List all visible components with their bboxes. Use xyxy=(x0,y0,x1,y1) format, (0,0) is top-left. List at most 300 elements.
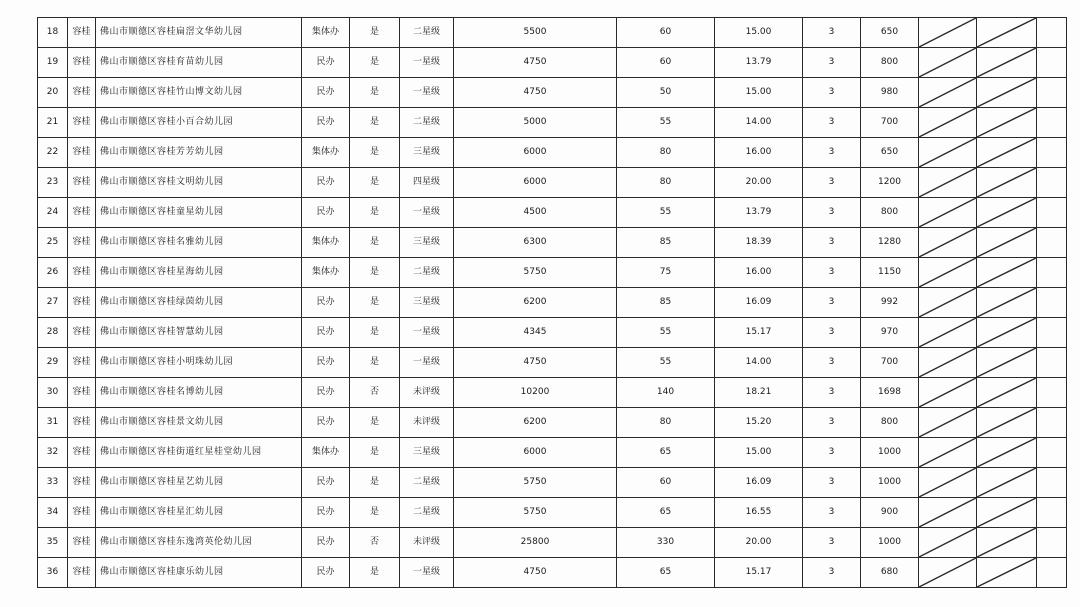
years-cell: 3 xyxy=(803,48,861,78)
star-level-cell: 三星级 xyxy=(400,288,454,318)
fee-cell: 4750 xyxy=(454,558,617,588)
yes-no-cell: 是 xyxy=(350,258,400,288)
yes-no-cell: 是 xyxy=(350,198,400,228)
years-cell: 3 xyxy=(803,78,861,108)
diagonal-strike xyxy=(919,468,976,497)
town-cell: 容桂 xyxy=(68,378,96,408)
amount-cell: 650 xyxy=(861,138,919,168)
struck-through-cell xyxy=(977,138,1037,168)
kindergarten-name-cell: 佛山市顺德区容桂名博幼儿园 xyxy=(96,378,302,408)
ownership-type-cell: 民办 xyxy=(302,318,350,348)
row-number-cell: 20 xyxy=(38,78,68,108)
ownership-type-cell: 集体办 xyxy=(302,258,350,288)
count-cell: 65 xyxy=(617,558,715,588)
struck-through-cell xyxy=(977,108,1037,138)
ownership-type-cell: 民办 xyxy=(302,558,350,588)
amount-cell: 1150 xyxy=(861,258,919,288)
struck-through-cell xyxy=(919,228,977,258)
struck-through-cell xyxy=(977,378,1037,408)
star-level-cell: 未评级 xyxy=(400,378,454,408)
yes-no-cell: 是 xyxy=(350,348,400,378)
ratio-cell: 15.17 xyxy=(715,558,803,588)
diagonal-strike xyxy=(977,558,1036,587)
town-cell: 容桂 xyxy=(68,498,96,528)
struck-through-cell xyxy=(977,198,1037,228)
ratio-cell: 16.00 xyxy=(715,138,803,168)
struck-through-cell xyxy=(977,408,1037,438)
struck-through-cell xyxy=(919,78,977,108)
kindergarten-name-cell: 佛山市顺德区容桂文明幼儿园 xyxy=(96,168,302,198)
town-cell: 容桂 xyxy=(68,438,96,468)
kindergarten-name-cell: 佛山市顺德区容桂绿茵幼儿园 xyxy=(96,288,302,318)
count-cell: 330 xyxy=(617,528,715,558)
count-cell: 50 xyxy=(617,78,715,108)
fee-cell: 6200 xyxy=(454,288,617,318)
table-row xyxy=(38,558,1067,588)
blank-cell xyxy=(1037,258,1067,288)
count-cell: 65 xyxy=(617,498,715,528)
years-cell: 3 xyxy=(803,228,861,258)
years-cell: 3 xyxy=(803,348,861,378)
row-number-cell: 24 xyxy=(38,198,68,228)
diagonal-strike xyxy=(919,228,976,257)
ratio-cell: 16.55 xyxy=(715,498,803,528)
kindergarten-name-cell: 佛山市顺德区容桂星汇幼儿园 xyxy=(96,498,302,528)
row-number-cell: 29 xyxy=(38,348,68,378)
years-cell: 3 xyxy=(803,528,861,558)
count-cell: 80 xyxy=(617,408,715,438)
blank-cell xyxy=(1037,48,1067,78)
years-cell: 3 xyxy=(803,138,861,168)
row-number-cell: 18 xyxy=(38,18,68,48)
ownership-type-cell: 民办 xyxy=(302,48,350,78)
struck-through-cell xyxy=(919,408,977,438)
star-level-cell: 二星级 xyxy=(400,108,454,138)
blank-cell xyxy=(1037,198,1067,228)
star-level-cell: 一星级 xyxy=(400,78,454,108)
struck-through-cell xyxy=(977,318,1037,348)
blank-cell xyxy=(1037,378,1067,408)
fee-cell: 4345 xyxy=(454,318,617,348)
ratio-cell: 13.79 xyxy=(715,198,803,228)
amount-cell: 800 xyxy=(861,48,919,78)
diagonal-strike xyxy=(977,468,1036,497)
row-number-cell: 31 xyxy=(38,408,68,438)
table-body xyxy=(38,18,1067,588)
count-cell: 55 xyxy=(617,108,715,138)
fee-cell: 25800 xyxy=(454,528,617,558)
star-level-cell: 一星级 xyxy=(400,318,454,348)
fee-cell: 4750 xyxy=(454,78,617,108)
fee-cell: 10200 xyxy=(454,378,617,408)
struck-through-cell xyxy=(919,558,977,588)
yes-no-cell: 是 xyxy=(350,48,400,78)
ownership-type-cell: 民办 xyxy=(302,528,350,558)
star-level-cell: 一星级 xyxy=(400,198,454,228)
years-cell: 3 xyxy=(803,168,861,198)
struck-through-cell xyxy=(919,468,977,498)
blank-cell xyxy=(1037,438,1067,468)
row-number-cell: 23 xyxy=(38,168,68,198)
town-cell: 容桂 xyxy=(68,528,96,558)
ratio-cell: 18.21 xyxy=(715,378,803,408)
ratio-cell: 16.09 xyxy=(715,288,803,318)
row-number-cell: 28 xyxy=(38,318,68,348)
years-cell: 3 xyxy=(803,318,861,348)
blank-cell xyxy=(1037,318,1067,348)
table-row xyxy=(38,528,1067,558)
years-cell: 3 xyxy=(803,558,861,588)
diagonal-strike xyxy=(977,378,1036,407)
amount-cell: 970 xyxy=(861,318,919,348)
star-level-cell: 二星级 xyxy=(400,468,454,498)
diagonal-strike xyxy=(977,168,1036,197)
years-cell: 3 xyxy=(803,498,861,528)
blank-cell xyxy=(1037,168,1067,198)
row-number-cell: 19 xyxy=(38,48,68,78)
amount-cell: 680 xyxy=(861,558,919,588)
table-row xyxy=(38,348,1067,378)
diagonal-strike xyxy=(977,438,1036,467)
amount-cell: 700 xyxy=(861,108,919,138)
blank-cell xyxy=(1037,108,1067,138)
town-cell: 容桂 xyxy=(68,228,96,258)
kindergarten-name-cell: 佛山市顺德区容桂街道红星桂堂幼儿园 xyxy=(96,438,302,468)
town-cell: 容桂 xyxy=(68,108,96,138)
struck-through-cell xyxy=(977,468,1037,498)
ownership-type-cell: 集体办 xyxy=(302,138,350,168)
struck-through-cell xyxy=(919,18,977,48)
count-cell: 65 xyxy=(617,438,715,468)
blank-cell xyxy=(1037,558,1067,588)
yes-no-cell: 是 xyxy=(350,108,400,138)
ownership-type-cell: 民办 xyxy=(302,108,350,138)
count-cell: 55 xyxy=(617,348,715,378)
diagonal-strike xyxy=(919,18,976,47)
ratio-cell: 15.00 xyxy=(715,18,803,48)
ratio-cell: 16.00 xyxy=(715,258,803,288)
table-row xyxy=(38,198,1067,228)
diagonal-strike xyxy=(919,138,976,167)
row-number-cell: 21 xyxy=(38,108,68,138)
kindergarten-name-cell: 佛山市顺德区容桂育苗幼儿园 xyxy=(96,48,302,78)
star-level-cell: 一星级 xyxy=(400,558,454,588)
amount-cell: 1280 xyxy=(861,228,919,258)
diagonal-strike xyxy=(977,528,1036,557)
ratio-cell: 20.00 xyxy=(715,528,803,558)
star-level-cell: 四星级 xyxy=(400,168,454,198)
star-level-cell: 二星级 xyxy=(400,498,454,528)
struck-through-cell xyxy=(919,48,977,78)
diagonal-strike xyxy=(919,108,976,137)
ownership-type-cell: 民办 xyxy=(302,198,350,228)
count-cell: 60 xyxy=(617,468,715,498)
fee-cell: 6000 xyxy=(454,438,617,468)
diagonal-strike xyxy=(977,48,1036,77)
diagonal-strike xyxy=(977,78,1036,107)
diagonal-strike xyxy=(977,288,1036,317)
ratio-cell: 15.17 xyxy=(715,318,803,348)
yes-no-cell: 是 xyxy=(350,288,400,318)
diagonal-strike xyxy=(977,258,1036,287)
row-number-cell: 35 xyxy=(38,528,68,558)
years-cell: 3 xyxy=(803,438,861,468)
town-cell: 容桂 xyxy=(68,348,96,378)
struck-through-cell xyxy=(919,348,977,378)
ownership-type-cell: 民办 xyxy=(302,288,350,318)
yes-no-cell: 是 xyxy=(350,498,400,528)
yes-no-cell: 否 xyxy=(350,378,400,408)
count-cell: 80 xyxy=(617,168,715,198)
yes-no-cell: 是 xyxy=(350,408,400,438)
kindergarten-name-cell: 佛山市顺德区容桂芳芳幼儿园 xyxy=(96,138,302,168)
star-level-cell: 三星级 xyxy=(400,438,454,468)
star-level-cell: 未评级 xyxy=(400,528,454,558)
table-row xyxy=(38,48,1067,78)
diagonal-strike xyxy=(919,258,976,287)
amount-cell: 800 xyxy=(861,198,919,228)
blank-cell xyxy=(1037,18,1067,48)
struck-through-cell xyxy=(977,348,1037,378)
count-cell: 80 xyxy=(617,138,715,168)
count-cell: 75 xyxy=(617,258,715,288)
years-cell: 3 xyxy=(803,378,861,408)
diagonal-strike xyxy=(919,78,976,107)
struck-through-cell xyxy=(977,18,1037,48)
star-level-cell: 三星级 xyxy=(400,138,454,168)
fee-cell: 4750 xyxy=(454,48,617,78)
struck-through-cell xyxy=(919,198,977,228)
struck-through-cell xyxy=(977,48,1037,78)
blank-cell xyxy=(1037,138,1067,168)
fee-cell: 5750 xyxy=(454,258,617,288)
table-row xyxy=(38,228,1067,258)
years-cell: 3 xyxy=(803,288,861,318)
town-cell: 容桂 xyxy=(68,558,96,588)
town-cell: 容桂 xyxy=(68,288,96,318)
town-cell: 容桂 xyxy=(68,258,96,288)
ratio-cell: 15.20 xyxy=(715,408,803,438)
fee-cell: 6200 xyxy=(454,408,617,438)
ownership-type-cell: 民办 xyxy=(302,78,350,108)
amount-cell: 1000 xyxy=(861,528,919,558)
diagonal-strike xyxy=(919,438,976,467)
struck-through-cell xyxy=(919,168,977,198)
kindergarten-table xyxy=(37,17,1067,588)
diagonal-strike xyxy=(977,228,1036,257)
town-cell: 容桂 xyxy=(68,468,96,498)
diagonal-strike xyxy=(919,318,976,347)
yes-no-cell: 是 xyxy=(350,438,400,468)
fee-cell: 6300 xyxy=(454,228,617,258)
kindergarten-name-cell: 佛山市顺德区容桂小明珠幼儿园 xyxy=(96,348,302,378)
count-cell: 55 xyxy=(617,198,715,228)
struck-through-cell xyxy=(919,108,977,138)
star-level-cell: 二星级 xyxy=(400,258,454,288)
count-cell: 60 xyxy=(617,18,715,48)
ownership-type-cell: 民办 xyxy=(302,378,350,408)
amount-cell: 1000 xyxy=(861,468,919,498)
ownership-type-cell: 民办 xyxy=(302,468,350,498)
struck-through-cell xyxy=(919,288,977,318)
years-cell: 3 xyxy=(803,468,861,498)
kindergarten-name-cell: 佛山市顺德区容桂童星幼儿园 xyxy=(96,198,302,228)
count-cell: 85 xyxy=(617,228,715,258)
row-number-cell: 33 xyxy=(38,468,68,498)
years-cell: 3 xyxy=(803,258,861,288)
amount-cell: 992 xyxy=(861,288,919,318)
years-cell: 3 xyxy=(803,408,861,438)
amount-cell: 650 xyxy=(861,18,919,48)
diagonal-strike xyxy=(919,348,976,377)
kindergarten-name-cell: 佛山市顺德区容桂星海幼儿园 xyxy=(96,258,302,288)
table-row xyxy=(38,498,1067,528)
struck-through-cell xyxy=(919,528,977,558)
kindergarten-name-cell: 佛山市顺德区容桂扁滘文华幼儿园 xyxy=(96,18,302,48)
town-cell: 容桂 xyxy=(68,318,96,348)
blank-cell xyxy=(1037,78,1067,108)
star-level-cell: 未评级 xyxy=(400,408,454,438)
ratio-cell: 16.09 xyxy=(715,468,803,498)
yes-no-cell: 是 xyxy=(350,18,400,48)
diagonal-strike xyxy=(919,558,976,587)
table-row xyxy=(38,468,1067,498)
kindergarten-name-cell: 佛山市顺德区容桂东逸湾英伦幼儿园 xyxy=(96,528,302,558)
amount-cell: 800 xyxy=(861,408,919,438)
struck-through-cell xyxy=(977,258,1037,288)
table-row xyxy=(38,318,1067,348)
diagonal-strike xyxy=(919,498,976,527)
star-level-cell: 一星级 xyxy=(400,48,454,78)
fee-cell: 6000 xyxy=(454,168,617,198)
ownership-type-cell: 集体办 xyxy=(302,438,350,468)
fee-cell: 4500 xyxy=(454,198,617,228)
blank-cell xyxy=(1037,228,1067,258)
diagonal-strike xyxy=(919,48,976,77)
diagonal-strike xyxy=(919,198,976,227)
town-cell: 容桂 xyxy=(68,198,96,228)
diagonal-strike xyxy=(977,18,1036,47)
diagonal-strike xyxy=(977,198,1036,227)
ratio-cell: 14.00 xyxy=(715,348,803,378)
years-cell: 3 xyxy=(803,108,861,138)
diagonal-strike xyxy=(977,498,1036,527)
ratio-cell: 20.00 xyxy=(715,168,803,198)
diagonal-strike xyxy=(977,138,1036,167)
kindergarten-name-cell: 佛山市顺德区容桂小百合幼儿园 xyxy=(96,108,302,138)
ratio-cell: 15.00 xyxy=(715,438,803,468)
struck-through-cell xyxy=(919,138,977,168)
ownership-type-cell: 民办 xyxy=(302,498,350,528)
blank-cell xyxy=(1037,528,1067,558)
row-number-cell: 32 xyxy=(38,438,68,468)
town-cell: 容桂 xyxy=(68,18,96,48)
ratio-cell: 18.39 xyxy=(715,228,803,258)
struck-through-cell xyxy=(919,498,977,528)
yes-no-cell: 是 xyxy=(350,78,400,108)
struck-through-cell xyxy=(919,438,977,468)
blank-cell xyxy=(1037,288,1067,318)
ratio-cell: 14.00 xyxy=(715,108,803,138)
row-number-cell: 27 xyxy=(38,288,68,318)
town-cell: 容桂 xyxy=(68,78,96,108)
table-row xyxy=(38,108,1067,138)
diagonal-strike xyxy=(977,108,1036,137)
struck-through-cell xyxy=(919,258,977,288)
count-cell: 55 xyxy=(617,318,715,348)
diagonal-strike xyxy=(919,378,976,407)
row-number-cell: 36 xyxy=(38,558,68,588)
kindergarten-name-cell: 佛山市顺德区容桂智慧幼儿园 xyxy=(96,318,302,348)
town-cell: 容桂 xyxy=(68,408,96,438)
table-row xyxy=(38,18,1067,48)
ownership-type-cell: 集体办 xyxy=(302,18,350,48)
table-row xyxy=(38,438,1067,468)
amount-cell: 900 xyxy=(861,498,919,528)
struck-through-cell xyxy=(919,318,977,348)
struck-through-cell xyxy=(977,168,1037,198)
struck-through-cell xyxy=(977,78,1037,108)
table-row xyxy=(38,378,1067,408)
fee-cell: 5000 xyxy=(454,108,617,138)
blank-cell xyxy=(1037,408,1067,438)
struck-through-cell xyxy=(977,528,1037,558)
yes-no-cell: 是 xyxy=(350,318,400,348)
row-number-cell: 26 xyxy=(38,258,68,288)
yes-no-cell: 是 xyxy=(350,558,400,588)
diagonal-strike xyxy=(919,168,976,197)
ownership-type-cell: 集体办 xyxy=(302,228,350,258)
kindergarten-name-cell: 佛山市顺德区容桂景文幼儿园 xyxy=(96,408,302,438)
yes-no-cell: 否 xyxy=(350,528,400,558)
amount-cell: 700 xyxy=(861,348,919,378)
diagonal-strike xyxy=(919,408,976,437)
years-cell: 3 xyxy=(803,18,861,48)
amount-cell: 980 xyxy=(861,78,919,108)
fee-cell: 6000 xyxy=(454,138,617,168)
star-level-cell: 三星级 xyxy=(400,228,454,258)
row-number-cell: 25 xyxy=(38,228,68,258)
table-row xyxy=(38,138,1067,168)
blank-cell xyxy=(1037,468,1067,498)
ownership-type-cell: 民办 xyxy=(302,168,350,198)
yes-no-cell: 是 xyxy=(350,468,400,498)
fee-cell: 4750 xyxy=(454,348,617,378)
row-number-cell: 22 xyxy=(38,138,68,168)
kindergarten-name-cell: 佛山市顺德区容桂名雅幼儿园 xyxy=(96,228,302,258)
struck-through-cell xyxy=(977,288,1037,318)
count-cell: 85 xyxy=(617,288,715,318)
struck-through-cell xyxy=(919,378,977,408)
blank-cell xyxy=(1037,498,1067,528)
struck-through-cell xyxy=(977,228,1037,258)
struck-through-cell xyxy=(977,498,1037,528)
amount-cell: 1200 xyxy=(861,168,919,198)
table-row xyxy=(38,78,1067,108)
diagonal-strike xyxy=(919,528,976,557)
years-cell: 3 xyxy=(803,198,861,228)
struck-through-cell xyxy=(977,558,1037,588)
yes-no-cell: 是 xyxy=(350,168,400,198)
diagonal-strike xyxy=(977,318,1036,347)
table-row xyxy=(38,258,1067,288)
diagonal-strike xyxy=(977,348,1036,377)
fee-cell: 5750 xyxy=(454,498,617,528)
blank-cell xyxy=(1037,348,1067,378)
star-level-cell: 一星级 xyxy=(400,348,454,378)
kindergarten-name-cell: 佛山市顺德区容桂康乐幼儿园 xyxy=(96,558,302,588)
table-row xyxy=(38,168,1067,198)
